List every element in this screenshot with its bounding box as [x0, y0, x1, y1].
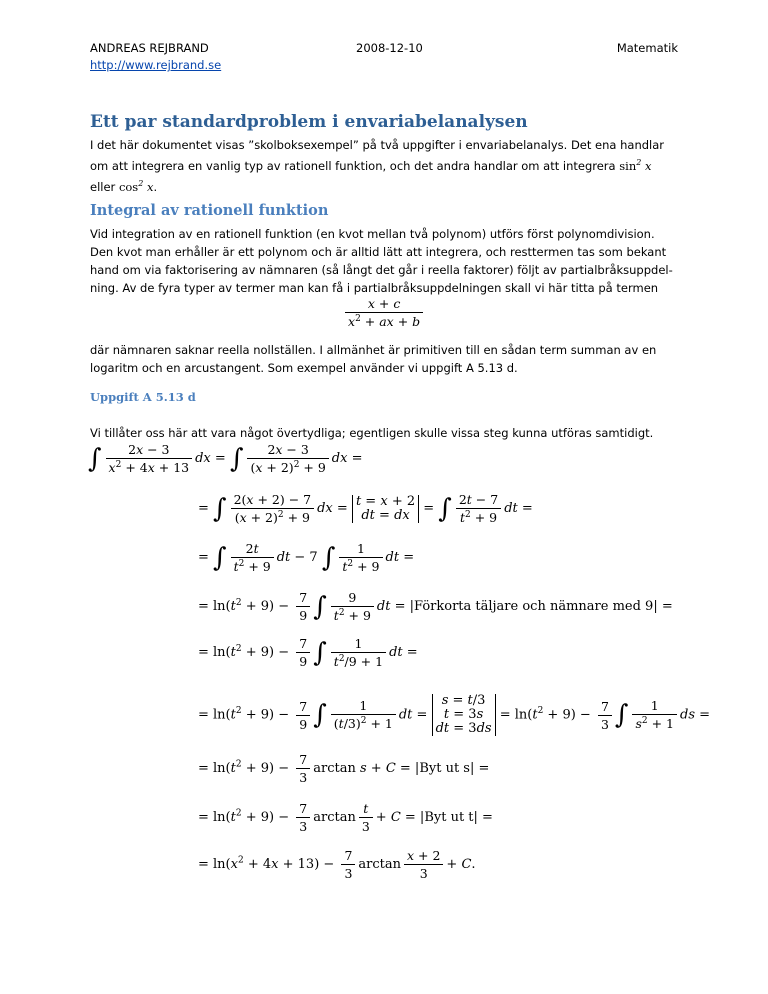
intro-sin: $\sin^2 x$	[619, 158, 652, 173]
intro-text-a: I det här dokumentet visas ”skolboksexempel” på två uppgifter i envariabelanalys. Det ena handlar om att integrera en vanlig typ av rationell funktion, och det andra handlar om att integrera	[90, 138, 665, 173]
header-subject: Matematik	[616, 41, 678, 55]
derivation-line-9: = $\ln(x^2 + 4x + 13)$ − $\frac{7}{3}$ arctan $\frac{x + 2}{3}$ + C.	[198, 848, 476, 881]
intro-cos: $\cos^2 x$	[118, 178, 154, 194]
derivation-line-3: = ∫ $\frac{2t}{t^2 + 9}$ dt − 7 ∫ $\frac{1}{t^2 + 9}$ dt =	[198, 541, 415, 575]
subsection-paragraph: Vi tillåter oss här att vara något övertydliga; egentligen skulle vissa steg kunna utföras samtidigt.	[90, 426, 654, 440]
note-forkorta: Förkorta täljare och nämnare med 9	[414, 599, 654, 615]
formula-term: $\frac{x + c}{x^2 + ax + b}$	[342, 296, 426, 329]
intro-paragraph: I det här dokumentet visas ”skolboksexempel” på två uppgifter i envariabelanalys. Det ena handlar om att integrera en vanlig typ av rationell funktion, och det andra handlar om att integrera $\sin^2 x$ eller $\cos^2 x$.	[90, 138, 665, 194]
header-date: 2008-12-10	[356, 41, 423, 55]
after-formula-paragraph: där nämnaren saknar reella nollställen. I allmänhet är primitiven till en sådan term summan av en logaritm och en arcustangent. Som exempel använder vi uppgift A 5.13 d.	[90, 343, 657, 375]
subsection-heading: Uppgift A 5.13 d	[90, 390, 196, 404]
section-heading: Integral av rationell funktion	[90, 202, 329, 219]
derivation-line-7: = $\ln(t^2 + 9)$ − $\frac{7}{3}$ arctan s + C = |Byt ut s| =	[198, 752, 490, 785]
derivation-line-5: = $\ln(t^2 + 9)$ − $\frac{7}{9}$ ∫ $\frac{1}{t^2/9 + 1}$ dt =	[198, 636, 418, 670]
derivation-line-8: = $\ln(t^2 + 9)$ − $\frac{7}{3}$ arctan $\frac{t}{3}$ + C = |Byt ut t| =	[198, 801, 493, 834]
derivation-line-2: = ∫ $\frac{2(x + 2) - 7}{(x + 2)^2 + 9}$ dx = t = x + 2 dt = dx = ∫ $\frac{2t - 7}{t^2 + 9}$ dt =	[198, 492, 533, 526]
note-byt-s: Byt ut s	[419, 761, 470, 776]
header-author: ANDREAS REJBRAND	[90, 41, 209, 55]
derivation-line-4: = $\ln(t^2 + 9)$ − $\frac{7}{9}$ ∫ $\frac{9}{t^2 + 9}$ dt = |Förkorta täljare och nämnare med 9| =	[198, 590, 673, 624]
page-title: Ett par standardproblem i envariabelanalysen	[90, 112, 528, 132]
intro-text-b: eller	[90, 179, 119, 194]
note-byt-t: Byt ut t	[424, 810, 474, 825]
header-link[interactable]: http://www.rejbrand.se	[90, 58, 222, 72]
section-paragraph: Vid integration av en rationell funktion (en kvot mellan två polynom) utförs först polynomdivision. Den kvot man erhåller är ett polynom och är alltid lätt att integrera, och resttermen tas som bekant hand om via faktorisering av nämnaren (så långt det går i reella faktorer) följt av partialbråksuppdel-ning. Av de fyra typer av termer man kan få i partialbråksuppdelningen skall vi här titta på termen	[90, 227, 673, 295]
derivation-line-6: = $\ln(t^2 + 9)$ − $\frac{7}{9}$ ∫ $\frac{1}{(t/3)^2 + 1}$ dt = s = t/3 t = 3s dt = 3ds = $\ln(t^2 + 9)$ − $\frac{7}{3}$ ∫ $\frac{1}{s^2 + 1}$ ds =	[198, 693, 711, 736]
derivation-line-1: ∫ $\frac{2x - 3}{x^2 + 4x + 13}$ dx = ∫ $\frac{2x - 3}{(x + 2)^2 + 9}$ dx =	[88, 442, 363, 476]
